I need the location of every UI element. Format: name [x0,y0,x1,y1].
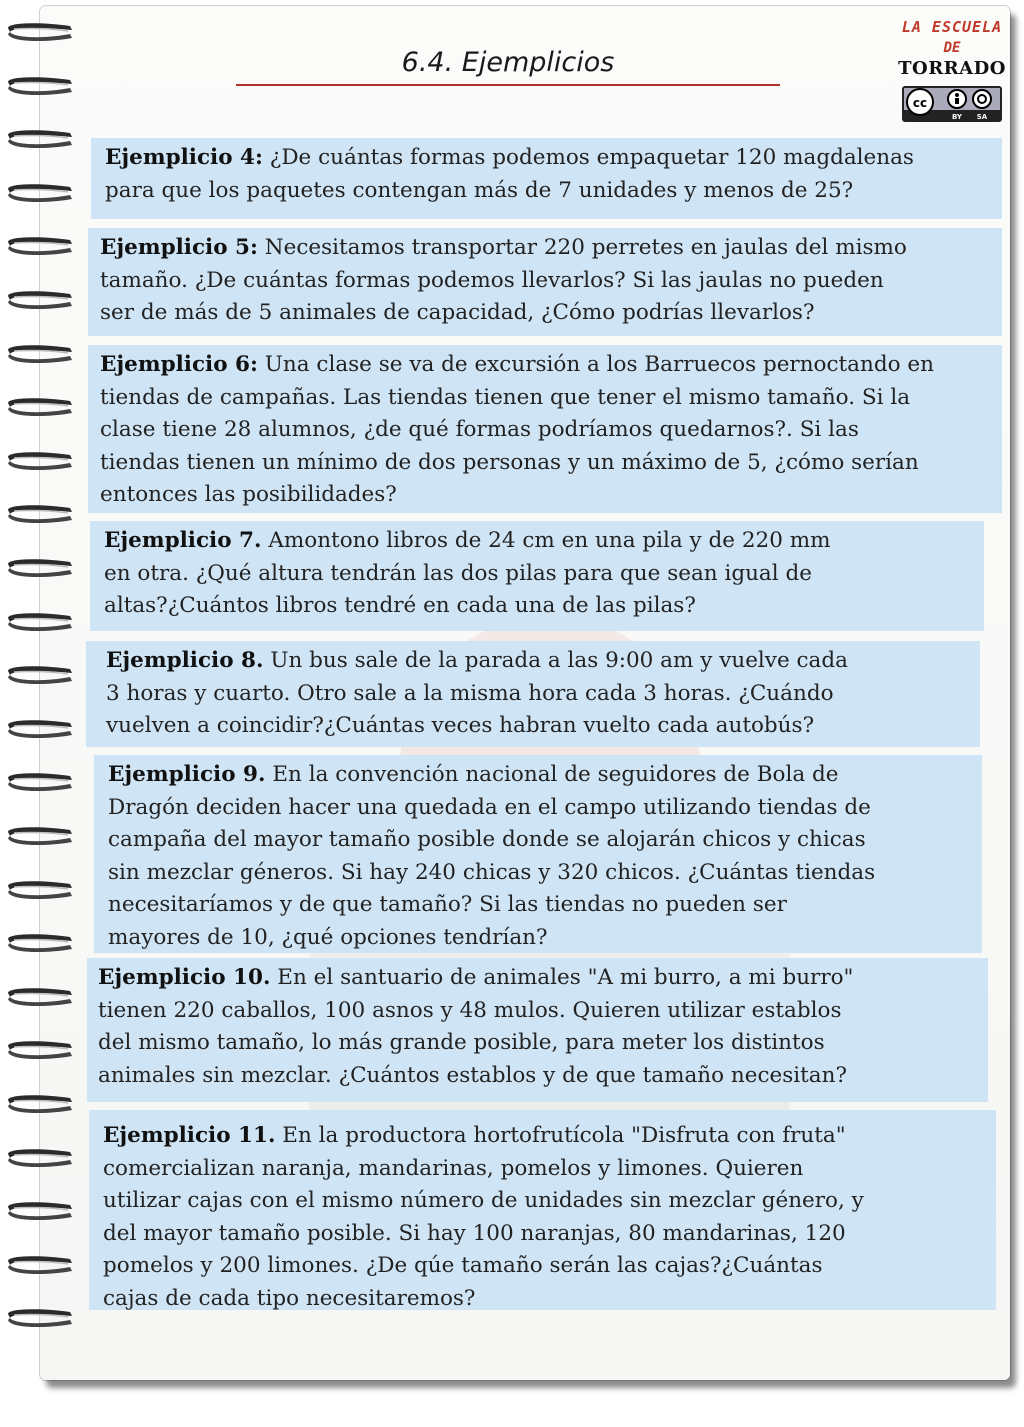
example-line [100,349,998,382]
page-title: 6.4. Ejemplicios [236,42,780,86]
example-line: para que los paquetes contengan más de 7 unidades y menos de 25? [105,177,854,203]
svg-text:cc: cc [912,96,928,110]
example-label: Ejemplicio 10. [98,965,271,990]
spiral-ring-icon [4,1146,76,1168]
spiral-ring-icon [4,717,76,739]
spiral-ring-icon [4,20,76,42]
example-line: sin mezclar géneros. Si hay 240 chicas y 320 chicos. ¿Cuántas tiendas [108,859,876,885]
spiral-ring-icon [4,663,76,685]
example-text: En la productora hortofrutícola "Disfruta con fruta" [282,1123,846,1148]
example-line [103,1120,986,1153]
spiral-ring-icon [4,985,76,1007]
spiral-ring-icon [4,878,76,900]
example-line: del mismo tamaño, lo más grande posible, para meter los distintos [98,1030,825,1055]
example-line: en otra. ¿Qué altura tendrán las dos pilas para que sean igual de [104,560,812,586]
example-line: altas?¿Cuántos libros tendré en cada una de las pilas? [104,593,696,618]
example-box-11 [89,1110,996,1310]
example-line: campaña del mayor tamaño posible donde se alojarán chicos y chicas [108,827,866,852]
license-sa: SA [976,113,988,121]
spiral-ring-icon [4,770,76,792]
example-line: tiendas tienen un mínimo de dos personas y un máximo de 5, ¿cómo serían [100,449,919,475]
spiral-ring-icon [4,395,76,417]
spiral-ring-icon [4,449,76,471]
example-line [108,759,972,792]
spiral-ring-icon [4,502,76,524]
example-box-7 [90,521,984,631]
example-label: Ejemplicio 5: [100,235,258,260]
spiral-ring-icon [4,931,76,953]
example-box-4 [91,138,1002,219]
spiral-ring-icon [4,824,76,846]
logo-text-line3: TORRADO [898,58,1006,79]
cc-license-icon [902,86,1002,122]
example-line: clase tiene 28 alumnos, ¿de qué formas podríamos quedarnos?. Si las [100,417,859,442]
example-text: En la convención nacional de seguidores de Bola de [272,762,839,787]
logo-text-line2: DE [943,40,961,56]
example-text: En el santuario de animales "A mi burro, a mi burro" [277,965,854,990]
spiral-ring-icon [4,1092,76,1114]
example-label: Ejemplicio 9. [108,762,266,787]
example-line: pomelos y 200 limones. ¿De qúe tamaño serán las cajas?¿Cuántas [103,1253,823,1278]
example-line: Dragón deciden hacer una quedada en el campo utilizando tiendas de [108,794,871,820]
example-line: comercializan naranja, mandarinas, pomelos y limones. Quieren [103,1155,804,1181]
license-by: BY [951,113,963,121]
example-line: mayores de 10, ¿qué opciones tendrían? [108,924,548,950]
spiral-ring-icon [4,1199,76,1221]
example-label: Ejemplicio 6: [100,352,258,377]
example-text: Una clase se va de excursión a los Barruecos pernoctando en [264,352,934,377]
example-line: cajas de cada tipo necesitaremos? [103,1285,476,1311]
example-line: del mayor tamaño posible. Si hay 100 naranjas, 80 mandarinas, 120 [103,1220,846,1246]
spiral-ring-icon [4,234,76,256]
example-box-9 [94,755,982,953]
spiral-ring-icon [4,556,76,578]
logo-text-line1: LA ESCUELA [901,18,1003,36]
example-line: necesitaríamos y de que tamaño? Si las tiendas no pueden ser [108,892,787,917]
example-line: ser de más de 5 animales de capacidad, ¿Cómo podrías llevarlos? [100,300,815,325]
example-text: Necesitamos transportar 220 perretes en jaulas del mismo [264,235,907,260]
spiral-ring-icon [4,181,76,203]
example-box-8 [86,641,980,747]
example-label: Ejemplicio 8. [106,648,264,673]
example-line [106,645,970,678]
spiral-ring-icon [4,288,76,310]
spiral-ring-icon [4,1253,76,1275]
example-text: ¿De cuántas formas podemos empaquetar 120 magdalenas [269,145,914,170]
example-label: Ejemplicio 11. [103,1123,276,1148]
spiral-ring-icon [4,342,76,364]
spiral-ring-icon [4,74,76,96]
example-box-10 [87,958,988,1102]
spiral-binding [0,20,80,1380]
example-line: tienen 220 caballos, 100 asnos y 48 mulos. Quieren utilizar establos [98,997,842,1023]
spiral-ring-icon [4,127,76,149]
spiral-ring-icon [4,610,76,632]
example-label: Ejemplicio 4: [105,145,263,170]
example-line [105,142,992,175]
spiral-ring-icon [4,1038,76,1060]
example-line [98,962,978,995]
example-line: tiendas de campañas. Las tiendas tienen que tener el mismo tamaño. Si la [100,384,911,410]
spiral-ring-icon [4,1306,76,1328]
example-box-6 [88,345,1002,513]
example-label: Ejemplicio 7. [104,528,262,553]
example-text: Amontono libros de 24 cm en una pila y de 220 mm [268,528,831,553]
example-line: 3 horas y cuarto. Otro sale a la misma hora cada 3 horas. ¿Cuándo [106,680,834,706]
example-line: entonces las posibilidades? [100,482,397,507]
example-line [104,525,974,558]
school-logo [892,12,1012,124]
example-line: animales sin mezclar. ¿Cuántos establos y de que tamaño necesitan? [98,1062,848,1088]
example-box-5 [88,228,1002,336]
example-line: tamaño. ¿De cuántas formas podemos llevarlos? Si las jaulas no pueden [100,267,884,293]
example-line: utilizar cajas con el mismo número de unidades sin mezclar género, y [103,1188,864,1213]
example-text: Un bus sale de la parada a las 9:00 am y vuelve cada [270,648,848,673]
example-line: vuelven a coincidir?¿Cuántas veces habran vuelto cada autobús? [106,713,815,738]
example-line [100,232,992,265]
